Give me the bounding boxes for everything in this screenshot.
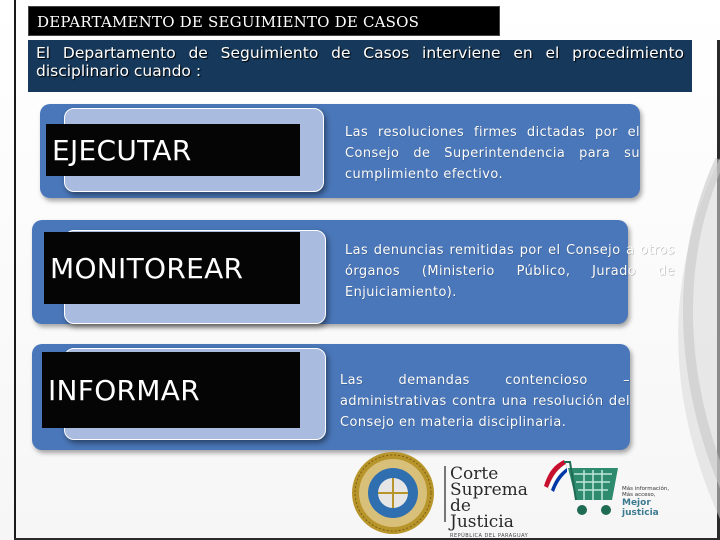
csj-separator [444, 466, 446, 522]
csj-logo [450, 464, 540, 539]
mi-line-1: Más información, [622, 486, 670, 492]
intro-text: El Departamento de Seguimiento de Casos interviene en el procedimiento disciplinario cuando : [28, 40, 692, 92]
label-monitorear: MONITOREAR [44, 232, 300, 304]
cart-logo-icon [562, 456, 624, 522]
page-title: DEPARTAMENTO DE SEGUIMIENTO DE CASOS [28, 6, 500, 36]
desc-ejecutar: Las resoluciones firmes dictadas por el Consejo de Superintendencia para su cumplimiento efectivo. [345, 125, 640, 182]
mi-line-3: Mejor justicia [622, 498, 659, 518]
label-ejecutar: EJECUTAR [46, 124, 300, 176]
oas-seal-logo [350, 450, 436, 536]
csj-line-3: de Justicia [450, 496, 514, 532]
desc-monitorear: Las denuncias remitidas por el Consejo a otros órganos (Ministerio Público, Jurado de Enjuiciamiento). [345, 243, 675, 300]
csj-line-2: Suprema [450, 480, 528, 500]
csj-line-1: Corte [450, 464, 499, 484]
label-informar: INFORMAR [42, 352, 300, 428]
csj-subtitle: REPÚBLICA DEL PARAGUAY [450, 533, 529, 539]
frame-left-border [14, 0, 16, 540]
mi-info-tagline [622, 486, 682, 518]
mi-line-2: Más acceso, [622, 492, 656, 498]
desc-informar: Las demandas contencioso – administrativas contra una resolución del Consejo en materia disciplinaria. [340, 373, 630, 430]
